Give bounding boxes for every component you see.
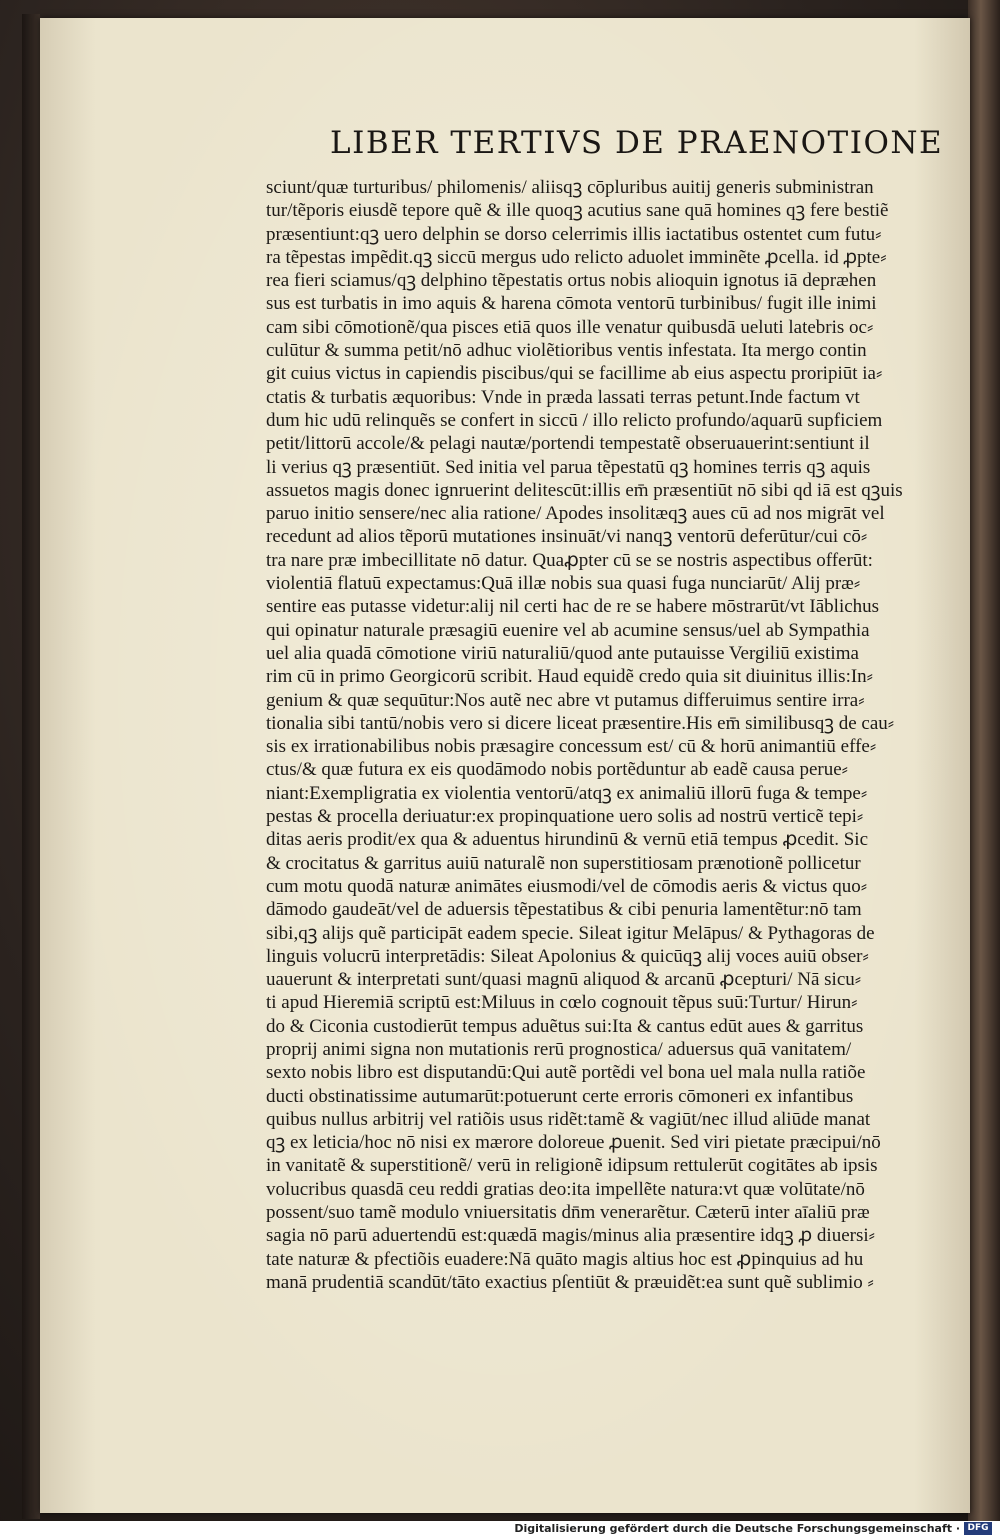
text-line: do & Ciconia custodierūt tempus aduẽtus sui:Ita & cantus edūt aues & garritus <box>266 1015 864 1037</box>
text-line: sexto nobis libro est disputandū:Qui autẽ portẽdi vel bona uel mala nulla ratiõe <box>266 1062 866 1084</box>
text-line: rea fieri sciamus/qꝫ delphino tẽpestatis ortus nobis alioquin ignotus iā depræhen <box>266 270 877 292</box>
adjacent-page-edge <box>968 0 1000 1537</box>
text-line: niant:Exempligratia ex violentia ventorū/atqꝫ ex animaliū illorū fuga & tempe⸗ <box>266 782 868 804</box>
text-line: in vanitatẽ & superstitionẽ/ verū in religionẽ idipsum rettulerūt cogitātes ab ipsis <box>266 1155 878 1177</box>
text-line: qꝫ ex leticia/hoc nō nisi ex mærore doloreue ꝓuenit. Sed viri pietate præcipui/nō <box>266 1132 881 1154</box>
text-line: & crocitatus & garritus auiū naturalẽ non superstitiosam prænotionẽ pollicetur <box>266 852 861 874</box>
text-line: manā prudentiā scandūt/tāto exactius pſentiūt & præuidẽt:ea sunt quẽ sublimio ⸗ <box>266 1271 874 1293</box>
text-line: sciunt/quæ turturibus/ philomenis/ aliisqꝫ cōpluribus auitij generis subministran <box>266 177 874 198</box>
text-line: git cuius victus in capiendis piscibus/qui se facillime ab eius aspectu proripiūt ia⸗ <box>266 363 883 385</box>
text-line: sagia nō parū aduertendū est:quædā magis/minus alia præsentire idqꝫ ꝓ diuersi⸗ <box>266 1225 875 1247</box>
text-line: volucribus quasdā ceu reddi gratias deo:ita impellẽte natura:vt quæ volūtate/nō <box>266 1178 865 1200</box>
text-line: dāmodo gaudeāt/vel de aduersis tẽpestatibus & cibi penuria lamentẽtur:nō tam <box>266 899 862 921</box>
text-line: ducti obstinatissime autumarūt:potuerunt certe erroris cōmoneri ex infantibus <box>266 1085 854 1107</box>
text-line: uauerunt & interpretati sunt/quasi magnū aliquod & arcanū ꝓcepturi/ Nā sicu⸗ <box>266 969 862 991</box>
footer-bar <box>0 1521 1000 1537</box>
text-line: tionalia sibi tantū/nobis vero si dicere liceat præsentire.His em̄ similibusqꝫ de cau⸗ <box>266 712 895 734</box>
text-line: linguis volucrū interpretādis: Sileat Apolonius & quicūqꝫ alij voces auiū obser⸗ <box>266 945 869 967</box>
text-line: ctatis & turbatis æquoribus: Vnde in præda lassati terras petunt.Inde factum vt <box>266 386 860 408</box>
text-line: uel alia quadā cōmotione viriū naturaliū/quod ante putauisse Vergiliū existima <box>266 642 859 664</box>
text-line: assuetos magis donec ignruerint delitescūt:illis em̄ præsentiūt nō sibi qd iā est qꝫuis <box>266 479 903 501</box>
text-line: dum hic udū relinquẽs se confert in siccū / illo relicto profundo/aquarū supficiem <box>266 409 883 431</box>
funding-credit: Digitalisierung gefördert durch die Deutsche Forschungsgemeinschaft · <box>514 1522 960 1535</box>
binding-edge <box>22 14 40 1519</box>
text-line: culūtur & summa petit/nō adhuc violẽtioribus ventis infestata. Ita mergo contin <box>266 340 867 362</box>
text-line: tra nare præ imbecillitate nō datur. Quaꝓpter cū se se nostris aspectibus offerūt: <box>266 549 873 571</box>
text-line: tur/tẽporis eiusdẽ tepore quẽ & ille quoqꝫ acutius sane quā homines qꝫ fere bestiẽ <box>266 200 889 222</box>
text-line: quibus nullus arbitrij vel ratiõis usus ridẽt:tamẽ & vagiūt/nec illud aliūde manat <box>266 1108 871 1130</box>
text-line: ctus/& quæ futura ex eis quodāmodo nobis portẽduntur ab eadẽ causa perue⸗ <box>266 759 848 781</box>
text-line: ditas aeris prodit/ex qua & aduentus hirundinū & vernū etiā tempus ꝓcedit. Sic <box>266 829 868 851</box>
text-line: petit/littorū accole/& pelagi nautæ/portendi tempestatẽ obseruauerint:sentiunt il <box>266 433 870 455</box>
text-line: ti apud Hieremiā scriptū est:Miluus in cœlo cognouit tẽpus suū:Turtur/ Hirun⸗ <box>266 992 858 1014</box>
dfg-logo: DFG <box>964 1522 992 1535</box>
text-line: pestas & procella deriuatur:ex propinquatione uero solis ad nostrū verticẽ tepi⸗ <box>266 806 864 828</box>
text-line: tate naturæ & pfectiõis euadere:Nā quāto magis altius hoc est ꝓpinquius ad hu <box>266 1248 864 1270</box>
text-line: rim cū in primo Georgicorū scribit. Haud equidẽ credo quia sit diuinitus illis:In⸗ <box>266 666 874 688</box>
text-line: ra tẽpestas impẽdit.qꝫ siccū mergus udo relicto aduolet imminẽte ꝓcella. id ꝓpte⸗ <box>266 246 887 268</box>
text-line: violentiā flatuū expectamus:Quā illæ nobis sua quasi fuga nunciarūt/ Alij præ⸗ <box>266 573 861 595</box>
text-line: sibi,qꝫ alijs quẽ participāt eadem specie. Sileat igitur Melāpus/ & Pythagoras de <box>266 922 875 944</box>
text-line: qui opinatur naturale præsagiū euenire vel ab acumine sensus/uel ab Sympathia <box>266 619 870 641</box>
running-head: LIBER TERTIVS DE PRAENOTIONE <box>330 125 944 161</box>
text-line: recedunt ad alios tẽporū mutationes insinuāt/vi nanqꝫ ventorū deferūtur/cui cō⸗ <box>266 526 868 548</box>
text-block <box>266 176 936 1294</box>
text-line: præsentiunt:qꝫ uero delphin se dorso celerrimis illis iactatibus ostentet cum futu⸗ <box>266 223 882 245</box>
text-line: genium & quæ sequūtur:Nos autẽ nec abre vt putamus differuimus sentire irra⸗ <box>266 689 865 711</box>
text-line: paruo initio sensere/nec alia ratione/ Apodes insolitæqꝫ aues cū ad nos migrāt vel <box>266 503 885 525</box>
text-line: cam sibi cōmotionẽ/qua pisces etiā quos ille venatur quibusdā ueluti latebris oc⸗ <box>266 316 874 338</box>
text-line: proprij animi signa non mutationis rerū prognostica/ aduersus quā vanitatem/ <box>266 1038 852 1060</box>
text-line: li verius qꝫ præsentiūt. Sed initia vel parua tẽpestatū qꝫ homines terris qꝫ aquis <box>266 456 871 478</box>
text-line: sis ex irrationabilibus nobis præsagire concessum est/ cū & horū animantiū effe⸗ <box>266 736 877 758</box>
text-line: sentire eas putasse videtur:alij nil certi hac de re se habere mōstrarūt/vt Iāblichus <box>266 596 880 618</box>
text-line: possent/suo tamẽ modulo vniuersitatis dn̄m venerarẽtur. Cæterū inter aīaliū præ <box>266 1202 870 1224</box>
text-line: cum motu quodā naturæ animātes eiusmodi/vel de cōmodis aeris & victus quo⸗ <box>266 875 868 897</box>
text-line: sus est turbatis in imo aquis & harena cōmota ventorū turbinibus/ fugit ille inimi <box>266 293 877 315</box>
